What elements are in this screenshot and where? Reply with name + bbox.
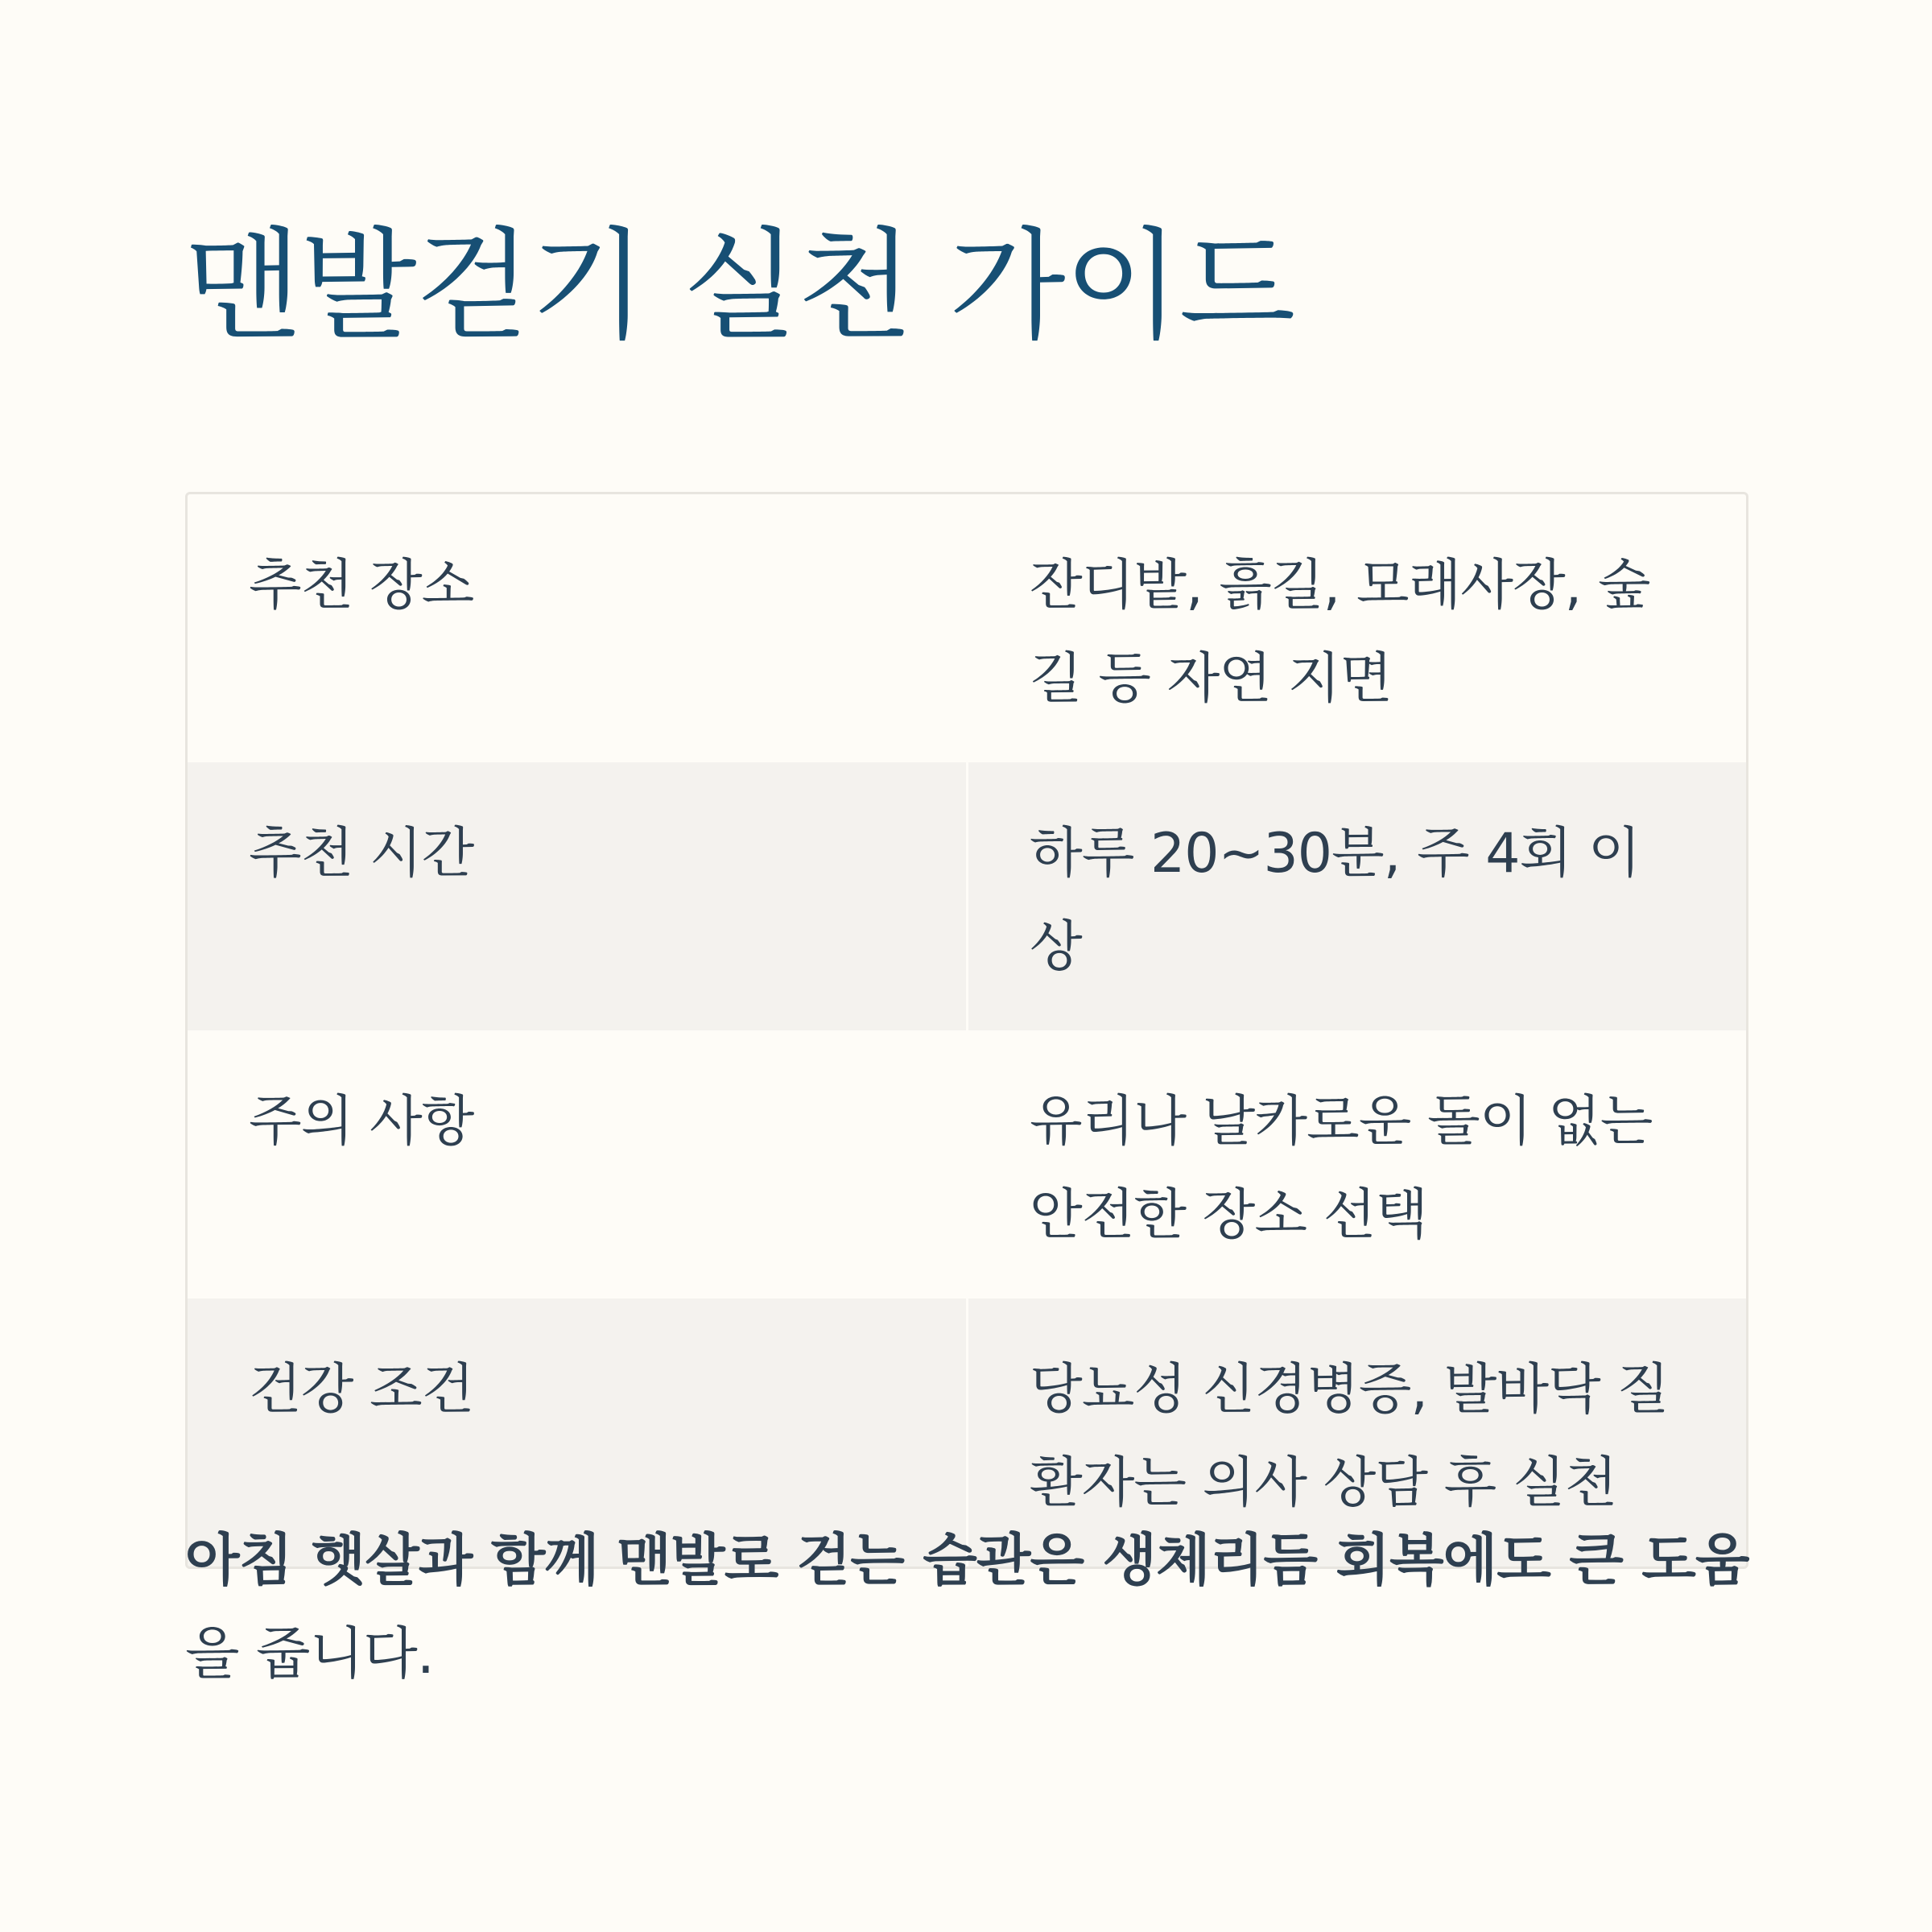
- row-label: 건강 조건: [188, 1298, 966, 1567]
- summary-rest: 을 줍니다.: [185, 1620, 434, 1686]
- table-row: [188, 1030, 1746, 1298]
- row-label: 주의 사항: [249, 1090, 474, 1154]
- page-title: 맨발걷기 실천 가이드: [185, 217, 1294, 357]
- summary-bold: 아침 햇살과 함께 맨발로 걷는 습관은 생체리듬 회복에도 큰 도움: [185, 1527, 1749, 1593]
- row-label: 추천 장소: [249, 554, 474, 617]
- summary-text: [185, 1513, 1763, 1700]
- row-value: 유리나 날카로운 돌이 없는 안전한 장소 선택: [1030, 1090, 1653, 1247]
- row-label: 추천 시간: [188, 762, 966, 1030]
- row-value: 잔디밭, 흙길, 모래사장, 숲길 등 자연 지면: [1030, 554, 1650, 711]
- guide-table: [185, 492, 1748, 1569]
- table-row: [188, 494, 1746, 762]
- row-value: 하루 20~30분, 주 4회 이상: [966, 762, 1746, 1030]
- table-row: [188, 762, 1746, 1030]
- row-value: 당뇨성 신경병증, 발바닥 질환자는 의사 상담 후 실천: [966, 1298, 1746, 1567]
